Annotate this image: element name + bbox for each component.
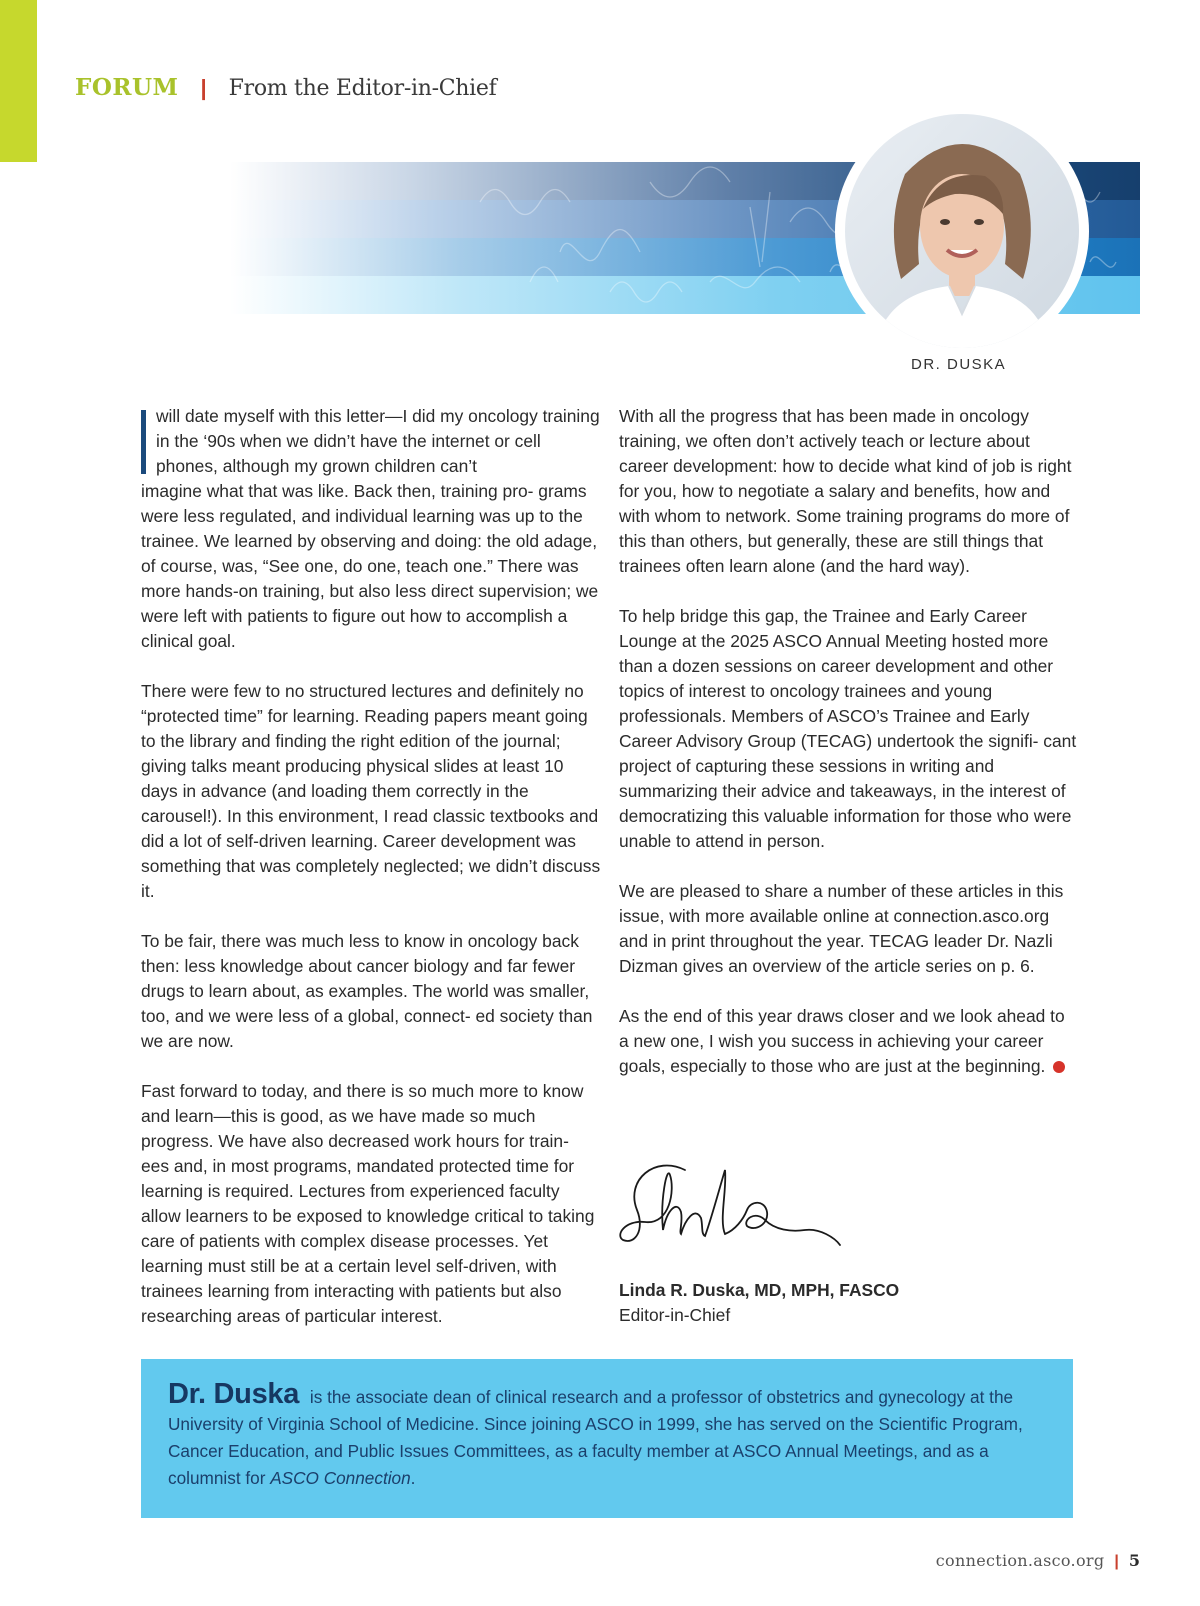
end-mark-icon [1053,1061,1065,1073]
section-label: FORUM [75,74,179,101]
header-separator: | [200,75,207,100]
paragraph: To help bridge this gap, the Trainee and Early Career Lounge at the 2025 ASCO Annual Meeting hosted more than a dozen sessions on career development and other topics of interest to oncology trainees and young professionals. Members of ASCO’s Trainee and Early Career Advisory Group (TECAG) undertook the signifi- cant project of capturing these sessions in writing and summarizing their advice and takeaways, in the interest of democratizing this valuable information for those who were unable to attend in person. [619,606,1077,851]
paragraph: We are pleased to share a number of these articles in this issue, with more available online at connection.asco.org and in print throughout the year. TECAG leader Dr. Nazli Dizman gives an overview of the article series on p. 6. [619,881,1064,976]
paragraph: With all the progress that has been made in oncology training, we often don’t actively teach or lecture about career development: how to decide what kind of job is right for you, how to negotiate a salary and benefits, how and with whom to network. Some training programs do more of this than others, but generally, these are still things that trainees often learn alone (and the hard way). [619,406,1072,576]
paragraph [619,1004,1079,1079]
paragraph-rest: imagine what that was like. Back then, training pro- grams were less regulated, and individual learning was up to the trainee. We learned by observing and doing: the old adage, of course, was, “See one, do one, teach one.” There was more hands-on training, but also less direct supervision; we were left with patients to figure out how to accomplish a clinical goal. [141,481,599,651]
paragraph: Fast forward to today, and there is so much more to know and learn—this is good, as we have made so much progress. We have also decreased work hours for train- ees and, in most programs, mandated protected time for learning is required. Lectures from experienced faculty allow learners to be exposed to knowledge critical to taking care of patients with complex disease processes. Yet learning must still be at a certain level self-driven, with trainees learning from interacting with patients but also researching areas of particular interest. [141,1081,595,1326]
paragraph [141,404,601,654]
bio-body: is the associate dean of clinical research and a professor of obstetrics and gynecology at the University of Virginia School of Medicine. Since joining ASCO in 1999, she has served on the Scientific Program, Cancer Education, and Public Issues Committees, as a faculty member at ASCO Annual Meetings, and as a columnist for [168,1387,1023,1488]
page-footer [936,1551,1140,1571]
page-header [75,74,496,101]
signer-role: Editor-in-Chief [619,1305,731,1325]
paragraph-lead: will date myself with this letter—I did my oncology training in the ‘90s when we didn’t have the internet or cell phones, although my grown children can’t [156,406,600,476]
author-photo [845,114,1079,348]
paragraph: To be fair, there was much less to know in oncology back then: less knowledge about cancer biology and far fewer drugs to learn about, as examples. The world was smaller, too, and we were less of a global, connect- ed society than we are now. [141,931,593,1051]
signature-graphic [615,1150,855,1260]
page-number: 5 [1128,1551,1140,1570]
bio-publication: ASCO Connection [270,1468,411,1488]
signer-name: Linda R. Duska, MD, MPH, FASCO [619,1280,900,1300]
paragraph: There were few to no structured lectures and definitely no “protected time” for learning. Reading papers meant going to the library and finding the right edition of the journal; giving talks meant producing physical slides at least 10 days in advance (and loading them correctly in the carousel!). In this environment, I read classic textbooks and did a lot of self-driven learning. Career development was something that was completely neglected; we didn’t discuss it. [141,681,601,901]
photo-caption: DR. DUSKA [911,356,1007,373]
footer-separator: | [1114,1553,1119,1570]
author-bio-box [141,1359,1073,1518]
article-column-right [619,404,1079,1104]
article-column-left [141,404,601,1354]
bio-name: Dr. Duska [168,1378,300,1410]
bio-text [168,1378,1049,1492]
accent-bar [0,0,37,162]
footer-site: connection.asco.org [935,1551,1105,1570]
section-title: From the Editor-in-Chief [228,76,497,101]
closing-text: As the end of this year draws closer and we look ahead to a new one, I wish you success in achieving your career goals, especially to those who are just at the beginning. [619,1006,1065,1076]
bio-end: . [410,1468,416,1488]
